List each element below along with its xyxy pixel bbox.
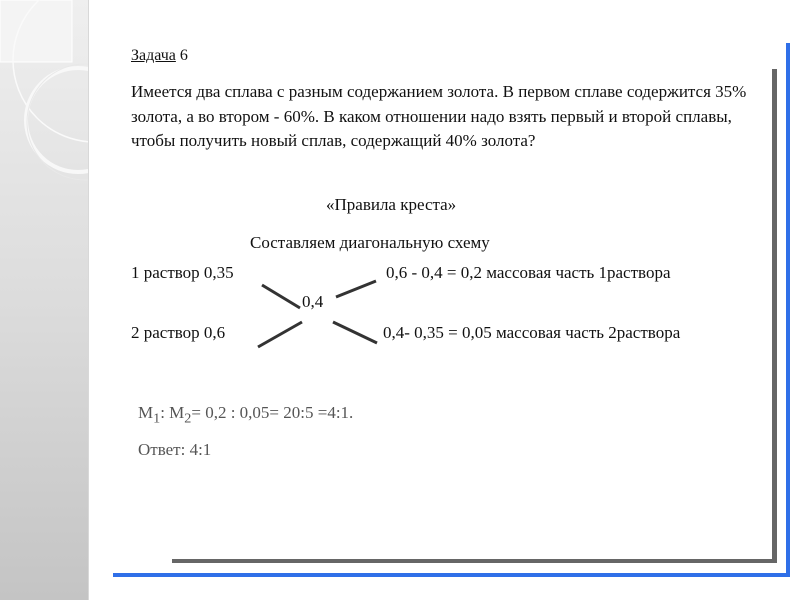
center-value: 0,4 [302,292,324,311]
row2-right: 0,4- 0,35 = 0,05 массовая часть 2раствора [383,323,681,342]
row1-right: 0,6 - 0,4 = 0,2 массовая часть 1раствора [386,263,671,282]
cross-line [262,285,300,308]
task-title: Задача 6 [131,47,188,64]
cross-line [333,322,377,343]
frame-gray-vertical [772,69,777,563]
row2-left: 2 раствор 0,6 [131,323,226,342]
frame-gray-horizontal [172,559,777,563]
frame-blue-horizontal [113,573,790,577]
problem-text: Имеется два сплава с разным содержанием золота. В первом сплаве содержится 35% золота, а во втором - 60%. В каком отношении надо взять первый и второй сплавы, чтобы получить новый сплав, содержащий 40% золота? [131,82,747,150]
frame-blue-vertical [786,43,790,577]
cross-line [336,281,376,297]
method-heading: «Правила креста» [326,195,457,214]
cross-line [258,322,302,347]
row1-left: 1 раствор 0,35 [131,263,234,282]
scheme-caption: Составляем диагональную схему [250,233,490,252]
ratio-line: $M_1$: $M_2= 0,2$ : 0,05= 20:5 =4:1. [138,403,354,427]
answer-text: Ответ: 4:1 [138,440,212,459]
